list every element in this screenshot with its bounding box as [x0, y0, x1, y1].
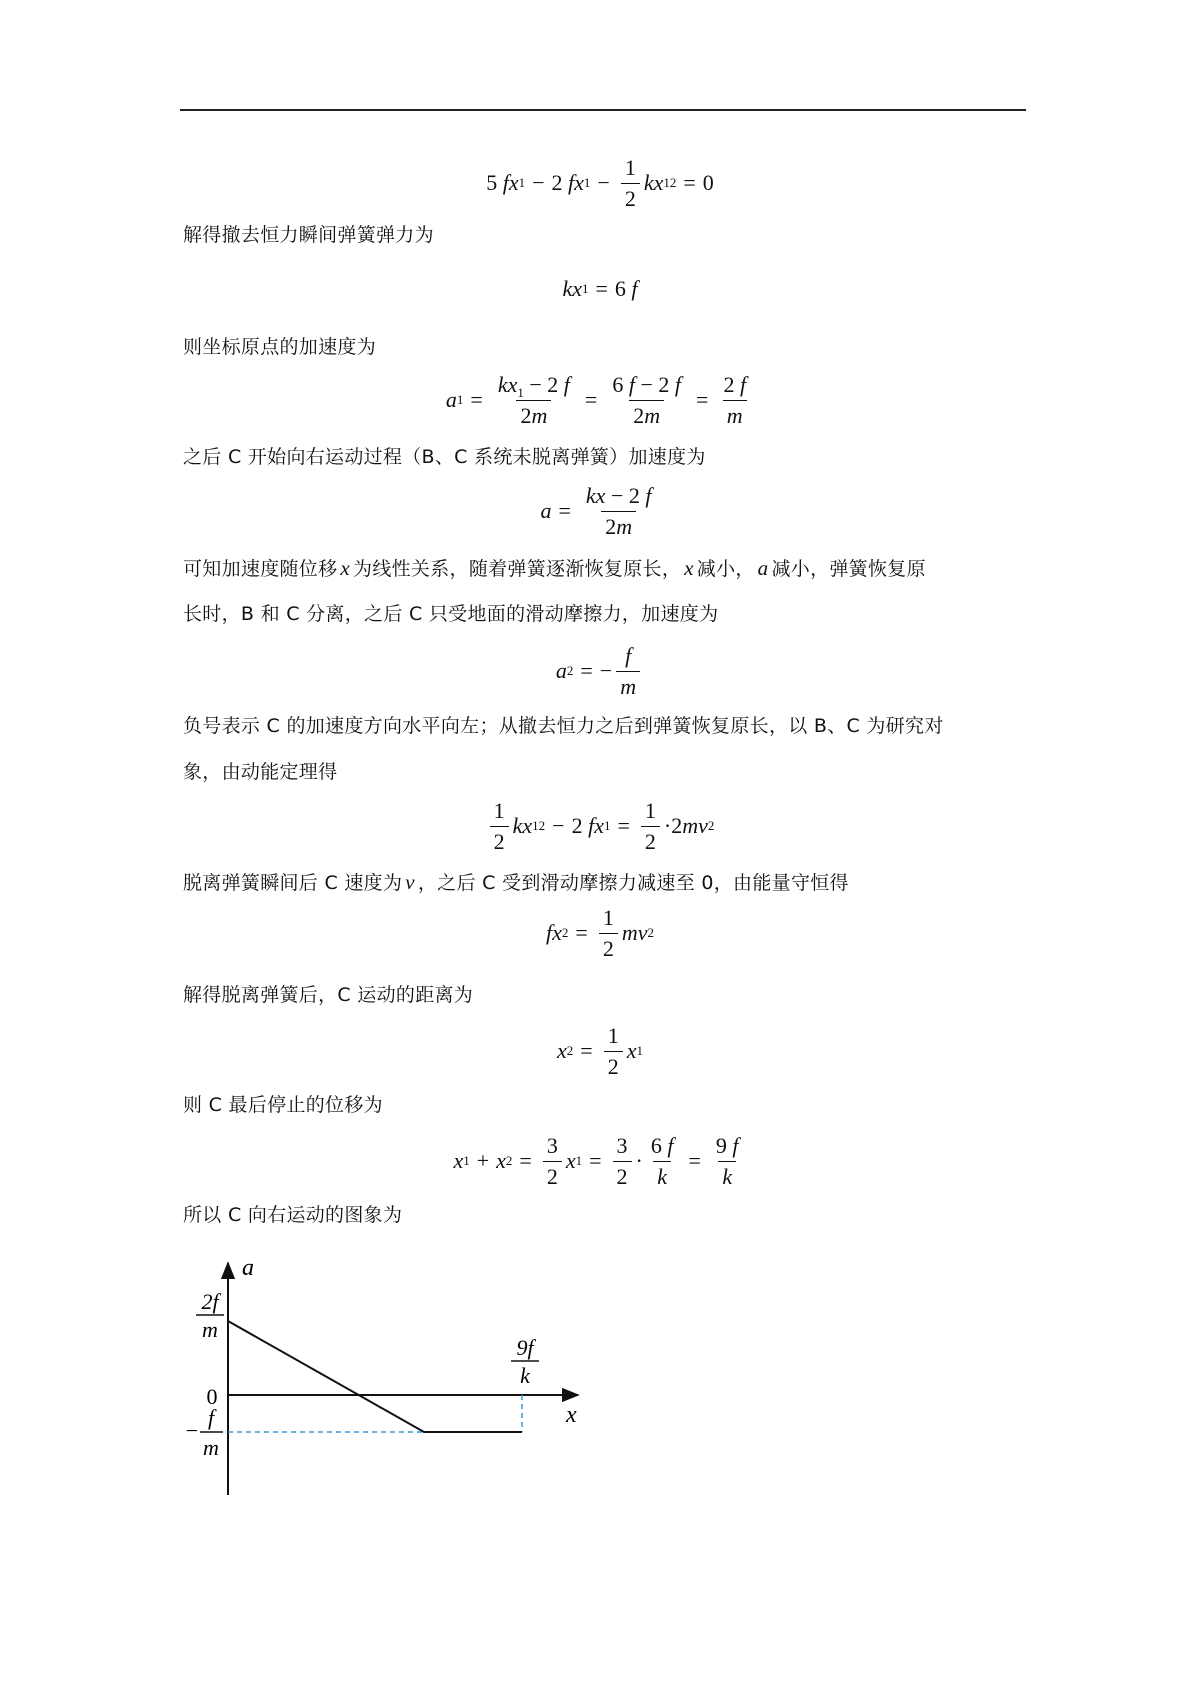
acceleration-series-line — [228, 1321, 522, 1432]
y-tick-bottom — [186, 1405, 223, 1460]
y-tick-top-num: 2f — [201, 1289, 219, 1314]
equation-kinetic-energy: $\frac{1}{2}$ k x 1 2 − 2 f x 1 = $\frac{1}{2}$ ·2 m v 2 — [0, 793, 1200, 859]
equation-a: a = $\frac{kx - 2 f}{2m}$ — [540, 482, 652, 539]
text-line-8-b: ，之后 C 受到滑动摩擦力减速至 0，由能量守恒得 — [417, 872, 849, 894]
text-line-4-a: 可知加速度随位移 — [183, 558, 338, 580]
text-line-4 — [183, 556, 926, 581]
var-a: a — [757, 556, 769, 580]
equation-total-displacement: x 1 + x 2 = $\frac{3}{2}$ x 1 = $\frac{3}{2}$ · $\frac{6 f}{k}$ = $\frac{9 f}{k}$ — [453, 1132, 739, 1189]
text-line-4-b: 为线性关系，随着弹簧逐渐恢复原长， — [353, 558, 682, 580]
equation-energy-conservation: f x 2 = $\frac{1}{2}$ m v 2 — [546, 904, 654, 961]
var-x: x — [340, 556, 351, 580]
y-axis-label: a — [242, 1255, 254, 1281]
var-x-2: x — [684, 556, 694, 580]
y-tick-bottom-num: f — [207, 1405, 215, 1430]
text-line-10: 则 C 最后停止的位移为 — [183, 1094, 383, 1116]
y-tick-top-den: m — [202, 1317, 218, 1342]
x-tick-num: 9f — [516, 1335, 534, 1360]
text-line-2: 则坐标原点的加速度为 — [183, 336, 377, 358]
header-rule — [180, 109, 1026, 111]
var-v: v — [405, 870, 415, 894]
equation-spring-force: k x 1 = 6 f — [562, 276, 638, 301]
text-line-8 — [183, 870, 849, 895]
y-tick-bottom-den: m — [203, 1435, 219, 1460]
text-line-11: 所以 C 向右运动的图象为 — [183, 1204, 403, 1226]
text-line-5: 长时，B 和 C 分离，之后 C 只受地面的滑动摩擦力，加速度为 — [183, 603, 719, 625]
x-tick-den: k — [520, 1363, 530, 1388]
x-axis-label: x — [566, 1402, 577, 1428]
x-tick-label — [511, 1335, 539, 1388]
text-line-9: 解得脱离弹簧后，C 运动的距离为 — [183, 984, 474, 1006]
text-line-6: 负号表示 C 的加速度方向水平向左；从撤去恒力之后到弹簧恢复原长，以 B、C 为研究对 — [183, 715, 944, 737]
equation-x2: x 2 = $\frac{1}{2}$ x 1 — [557, 1022, 643, 1079]
text-line-4-d: 减小，弹簧恢复原 — [771, 558, 926, 580]
equation-a2: a 2 = − $\frac{f}{m}$ — [0, 638, 1200, 704]
equation-work-energy: 5 f x 1 − 2 f x 1 − $\frac{1}{2}$ k x 1 2 = 0 — [486, 154, 714, 211]
text-line-7: 象，由动能定理得 — [183, 761, 338, 783]
acceleration-displacement-graph — [180, 1255, 600, 1500]
y-tick-bottom-sign: − — [185, 1418, 199, 1443]
origin-label: 0 — [206, 1384, 218, 1409]
text-line-8-a: 脱离弹簧瞬间后 C 速度为 — [183, 872, 403, 894]
text-line-1: 解得撤去恒力瞬间弹簧弹力为 — [183, 224, 434, 246]
text-line-3: 之后 C 开始向右运动过程（B、C 系统未脱离弹簧）加速度为 — [183, 446, 706, 468]
text-line-4-c: 减小， — [696, 558, 755, 580]
equation-a1: a 1 = $\frac{kx_1 - 2 f}{2m}$ = $\frac{6 f - 2 f}{2m}$ = $\frac{2 f}{m}$ — [445, 371, 747, 428]
y-tick-top — [196, 1289, 224, 1342]
